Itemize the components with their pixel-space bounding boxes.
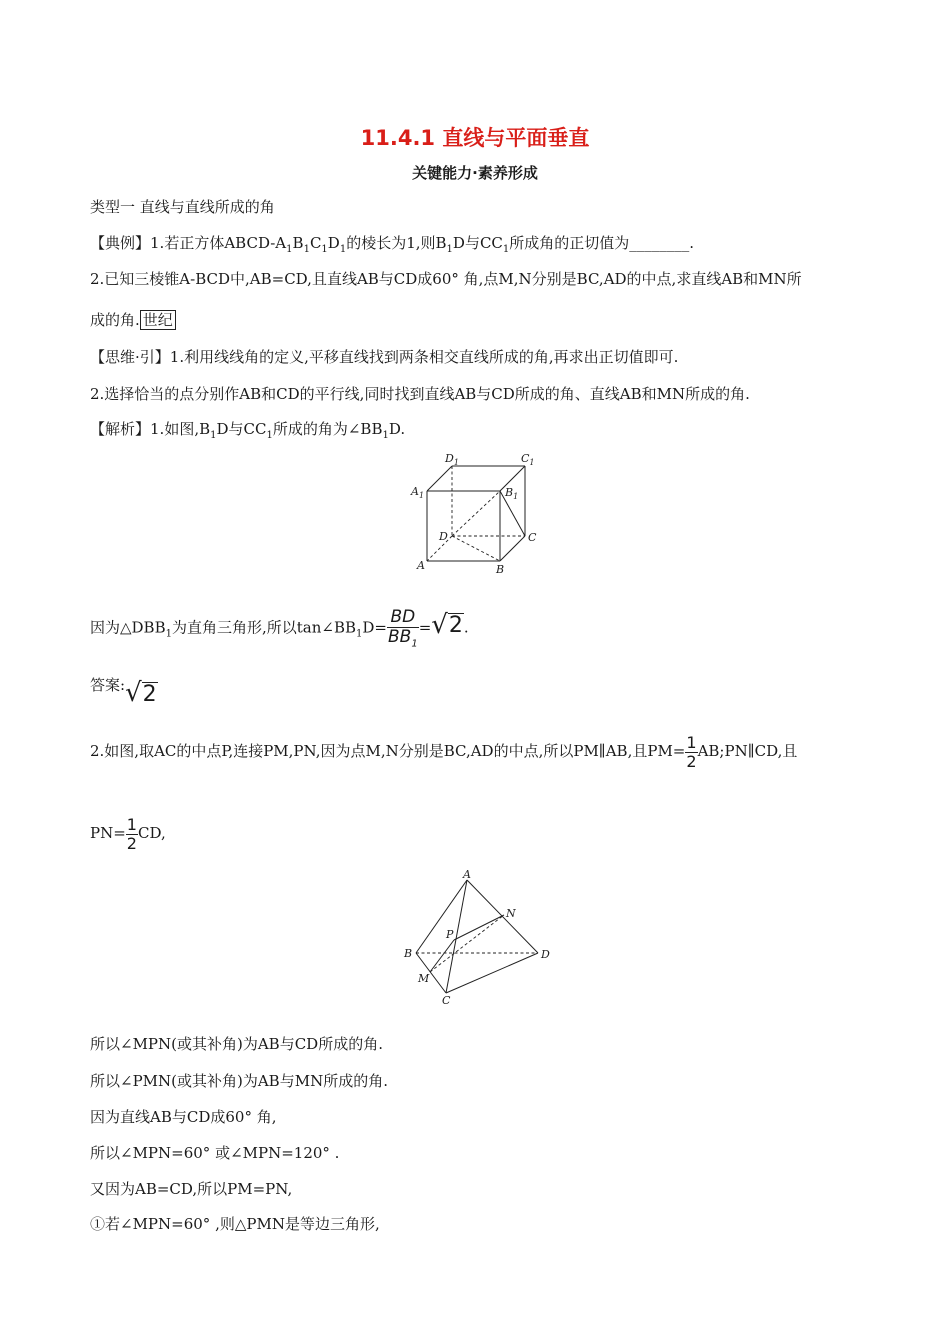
conclusion-line: 所以∠MPN(或其补角)为AB与CD所成的角. (90, 1035, 383, 1053)
cube-hidden-edge (452, 536, 500, 561)
half-fraction: $\frac{1}{2}$ (686, 733, 697, 771)
label-P: P (446, 928, 454, 941)
page-title: 11.4.1 直线与平面垂直 (360, 126, 590, 150)
segment-PN (454, 915, 504, 940)
half-fraction: $\frac{1}{2}$ (126, 815, 137, 853)
hint-tag: 【思维·引】 (90, 348, 170, 366)
hint-line-2: 2.选择恰当的点分别作AB和CD的平行线,同时找到直线AB与CD所成的角、直线AB和MN所成的角. (90, 385, 750, 403)
label-B1: $B_1$ (505, 486, 519, 501)
label-A1: $A_1$ (411, 485, 425, 500)
cube-edge (500, 536, 525, 561)
segment-MN (430, 915, 504, 972)
solution-2-line-1: 2.如图,取AC的中点P,连接PM,PN,因为点M,N分别是BC,AD的中点,所以PM∥AB,且PM= $\frac{1}{2}$ AB;PN∥CD,且 (90, 733, 798, 771)
example-question-1: 【典例】1.若正方体ABCD-$A_1B_1C_1D_1$的棱长为1,则$B_1D$与$CC_1$所成角的正切值为________. (90, 234, 695, 255)
tetra-edge-AB (416, 880, 467, 953)
conclusion-line: 所以∠PMN(或其补角)为AB与MN所成的角. (90, 1072, 388, 1090)
label-B: B (496, 563, 505, 576)
answer-sqrt-two: √ 2 (125, 678, 157, 708)
tetra-edge-AD (467, 880, 538, 953)
label-D: D (541, 948, 550, 961)
section-subtitle: 关键能力·素养形成 (412, 164, 538, 182)
type-heading: 类型一 直线与直线所成的角 (90, 198, 275, 216)
solution-tag: 【解析】 (90, 420, 151, 438)
label-C1: $C_1$ (521, 452, 535, 467)
conclusion-line: ①若∠MPN=60° ,则△PMN是等边三角形, (90, 1215, 380, 1233)
example-question-2-line1: 2.已知三棱锥A-BCD中,AB=CD,且直线AB与CD成60° 角,点M,N分别是BC,AD的中点,求直线AB和MN所 (90, 270, 802, 288)
label-B: B (404, 947, 413, 960)
example-tag: 【典例】 (90, 234, 151, 252)
example-question-2-line2: 成的角. 世纪 (90, 309, 176, 330)
solution-2-line-2: PN= $\frac{1}{2}$ CD, (90, 815, 166, 853)
tetra-edge-CD (446, 953, 538, 993)
tangent-equation: 因为$\triangle DBB_1$为直角三角形,所以$\tan\angle BB_1D=$ $\frac{BD}{BB_1}$ = √ 2 . (90, 607, 469, 650)
label-M: M (418, 972, 430, 985)
cube-figure (405, 448, 545, 578)
cube-hidden-edge (452, 491, 500, 536)
hint-line-1: 【思维·引】1.利用线线角的定义,平移直线找到两条相交直线所成的角,再求出正切值即可. (90, 348, 679, 366)
label-D: D (439, 530, 448, 543)
label-C: C (442, 994, 451, 1007)
cube-edge (427, 466, 452, 491)
label-N: N (506, 907, 516, 920)
label-D1: $D_1$ (445, 452, 459, 467)
label-C: C (528, 531, 537, 544)
label-A: A (417, 559, 425, 572)
conclusion-line: 因为直线AB与CD成60° 角, (90, 1108, 277, 1126)
conclusion-line: 又因为AB=CD,所以PM=PN, (90, 1180, 293, 1198)
answer-line: 答案: √ 2 (90, 676, 157, 708)
solution-line-1: 【解析】1.如图$,B_1D$与$CC_1$所成的角为$\angle BB_1D$. (90, 420, 406, 441)
fraction-bd-over-bb1: $\frac{BD}{BB_1}$ (387, 607, 418, 650)
tetrahedron-figure (398, 868, 558, 1008)
conclusion-line: 所以∠MPN=60° 或∠MPN=120° . (90, 1144, 340, 1162)
label-A: A (463, 868, 471, 881)
boxed-mark: 世纪 (140, 310, 176, 330)
sqrt-two: √ 2 (431, 609, 463, 640)
